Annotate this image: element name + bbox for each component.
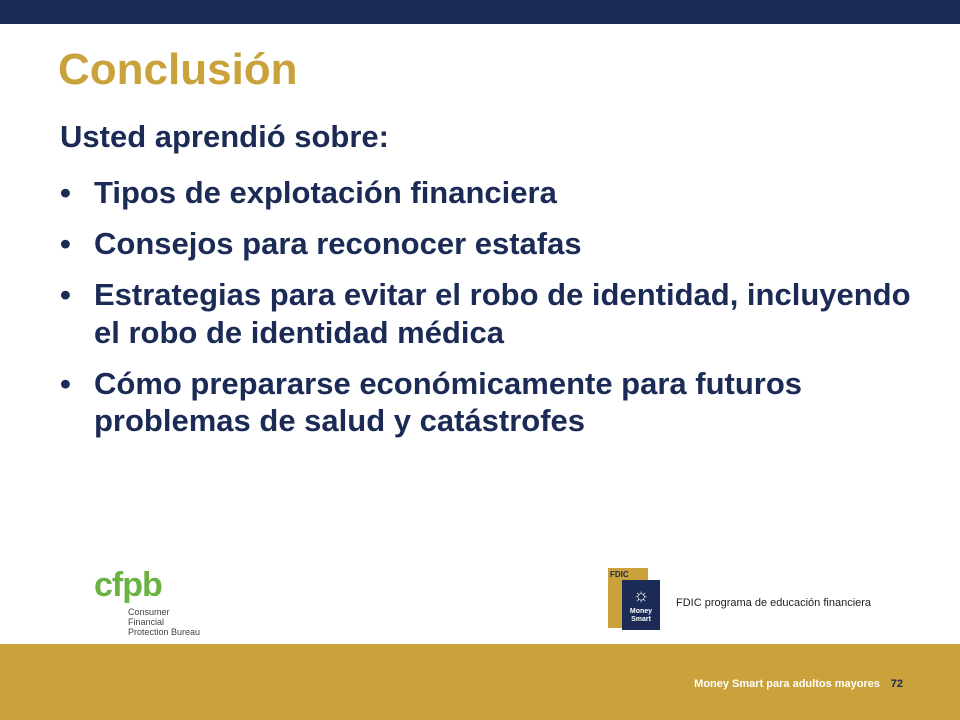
cfpb-subtitle: Consumer Financial Protection Bureau <box>128 607 201 637</box>
footer-bar <box>0 644 960 720</box>
bullet-item: • Estrategias para evitar el robo de identidad, incluyendo el robo de identidad médica <box>60 276 920 350</box>
bullet-item: • Consejos para reconocer estafas <box>60 225 920 262</box>
slide-title: Conclusión <box>58 45 298 94</box>
sun-icon: ☼ <box>632 585 650 605</box>
footer-title: Money Smart para adultos mayores <box>694 678 880 690</box>
page-number: 72 <box>890 678 903 690</box>
money-smart-panel <box>622 580 660 630</box>
cfpb-wordmark: cfpb <box>94 566 162 604</box>
slide-intro: Usted aprendió sobre: <box>60 119 389 154</box>
bullet-list <box>60 174 920 453</box>
fdic-caption: FDIC programa de educación financiera <box>676 597 872 609</box>
cfpb-logo <box>94 566 204 637</box>
fdic-tag-label: FDIC <box>610 570 629 579</box>
bullet-item: • Tipos de explotación financiera <box>60 174 920 211</box>
money-smart-label: Money Smart <box>629 608 653 623</box>
bullet-item: • Cómo prepararse económicamente para futuros problemas de salud y catástrofes <box>60 365 920 439</box>
fdic-money-smart-logo <box>608 568 660 630</box>
top-bar <box>0 0 960 24</box>
